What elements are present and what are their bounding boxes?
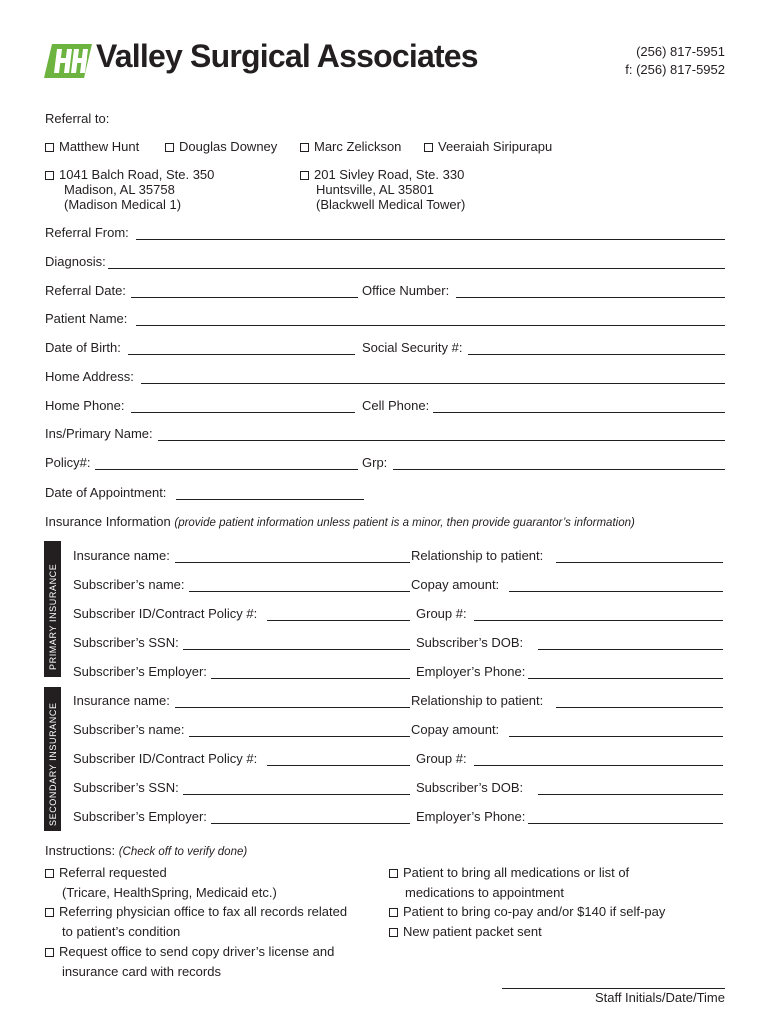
primary-employer-phone-field[interactable] [528, 678, 723, 679]
secondary-group-field[interactable] [474, 765, 723, 766]
primary-subscriber-name-label: Subscriber’s name: [73, 577, 185, 592]
ssn-field[interactable] [468, 354, 725, 355]
secondary-employer-phone-label: Employer’s Phone: [416, 809, 526, 824]
secondary-subscriber-employer-field[interactable] [211, 823, 410, 824]
doctor-option-siripurapu[interactable] [424, 139, 552, 154]
location-city: Madison, AL 35758 [64, 182, 175, 197]
checkbox[interactable] [389, 928, 398, 937]
cell-phone-field[interactable] [433, 412, 725, 413]
checkbox[interactable] [45, 171, 54, 180]
instruction-item-medications[interactable] [389, 863, 629, 903]
instruction-text: Referring physician office to fax all records related [59, 904, 348, 919]
office-number-label: Office Number: [362, 283, 450, 298]
date-of-birth-field[interactable] [128, 354, 355, 355]
location-address: 1041 Balch Road, Ste. 350 [59, 167, 215, 182]
home-address-label: Home Address: [45, 369, 134, 384]
secondary-subscriber-dob-field[interactable] [538, 794, 723, 795]
diagnosis-field[interactable] [108, 268, 725, 269]
primary-copay-field[interactable] [509, 591, 723, 592]
secondary-relationship-field[interactable] [556, 707, 723, 708]
instruction-text: insurance card with records [62, 964, 221, 979]
diagnosis-label: Diagnosis: [45, 254, 106, 269]
secondary-subscriber-name-label: Subscriber’s name: [73, 722, 185, 737]
staff-initials-field[interactable] [502, 988, 725, 989]
grp-field[interactable] [393, 469, 725, 470]
office-number-field[interactable] [456, 297, 725, 298]
instruction-text: Patient to bring all medications or list of [403, 865, 630, 880]
patient-name-label: Patient Name: [45, 311, 128, 326]
location-building: (Madison Medical 1) [64, 197, 182, 212]
doctor-label: Veeraiah Siripurapu [438, 139, 553, 154]
primary-copay-label: Copay amount: [411, 577, 500, 592]
staff-initials-label: Staff Initials/Date/Time [594, 990, 725, 1005]
primary-subscriber-name-field[interactable] [189, 591, 410, 592]
checkbox[interactable] [45, 143, 54, 152]
primary-subscriber-ssn-field[interactable] [183, 649, 410, 650]
fax-number: f: (256) 817-5952 [625, 62, 725, 77]
instruction-text: Referral requested [59, 865, 167, 880]
checkbox[interactable] [45, 948, 54, 957]
primary-subscriber-dob-label: Subscriber’s DOB: [416, 635, 524, 650]
grp-label: Grp: [362, 455, 388, 470]
patient-name-field[interactable] [136, 325, 725, 326]
secondary-group-label: Group #: [416, 751, 467, 766]
primary-subscriber-ssn-label: Subscriber’s SSN: [73, 635, 179, 650]
instruction-text: medications to appointment [405, 885, 564, 900]
insurance-note: (provide patient information unless patient is a minor, then provide guarantor’s information) [174, 517, 635, 529]
logo-icon [44, 44, 92, 78]
doctor-label: Marc Zelickson [314, 139, 402, 154]
doctor-option-hunt[interactable] [45, 139, 139, 154]
secondary-subscriber-name-field[interactable] [189, 736, 410, 737]
primary-insurance-name-field[interactable] [175, 562, 410, 563]
primary-subscriber-id-label: Subscriber ID/Contract Policy #: [73, 606, 258, 621]
instruction-text: (Tricare, HealthSpring, Medicaid etc.) [62, 885, 277, 900]
checkbox[interactable] [45, 908, 54, 917]
secondary-copay-label: Copay amount: [411, 722, 500, 737]
secondary-relationship-label: Relationship to patient: [411, 693, 544, 708]
checkbox[interactable] [300, 171, 309, 180]
primary-subscriber-dob-field[interactable] [538, 649, 723, 650]
instruction-item-referral[interactable] [45, 863, 277, 903]
instruction-text: to patient’s condition [62, 924, 181, 939]
date-of-appointment-field[interactable] [176, 499, 364, 500]
secondary-subscriber-ssn-field[interactable] [183, 794, 410, 795]
home-phone-field[interactable] [131, 412, 355, 413]
instruction-item-copay[interactable] [389, 902, 665, 922]
ins-primary-name-field[interactable] [158, 440, 725, 441]
location-option-huntsville[interactable] [300, 167, 465, 212]
primary-relationship-label: Relationship to patient: [411, 548, 544, 563]
primary-subscriber-employer-field[interactable] [211, 678, 410, 679]
insurance-heading [45, 514, 635, 529]
primary-relationship-field[interactable] [556, 562, 723, 563]
doctor-option-zelickson[interactable] [300, 139, 401, 154]
instruction-item-packet[interactable] [389, 922, 542, 942]
policy-label: Policy#: [45, 455, 91, 470]
instruction-item-fax-records[interactable] [45, 902, 347, 942]
home-phone-label: Home Phone: [45, 398, 125, 413]
referral-from-field[interactable] [136, 239, 725, 240]
location-address: 201 Sivley Road, Ste. 330 [314, 167, 465, 182]
primary-insurance-label: PRIMARY INSURANCE [48, 563, 58, 670]
secondary-insurance-label: SECONDARY INSURANCE [48, 702, 58, 826]
instructions-heading-text: Instructions: [45, 843, 116, 858]
checkbox[interactable] [424, 143, 433, 152]
secondary-subscriber-id-field[interactable] [267, 765, 410, 766]
doctor-label: Douglas Downey [179, 139, 278, 154]
instruction-text: New patient packet sent [403, 924, 542, 939]
secondary-employer-phone-field[interactable] [528, 823, 723, 824]
checkbox[interactable] [300, 143, 309, 152]
instruction-item-license[interactable] [45, 942, 334, 982]
referral-date-field[interactable] [131, 297, 358, 298]
logo-text: Valley Surgical Associates [96, 38, 478, 74]
referral-from-label: Referral From: [45, 225, 129, 240]
location-building: (Blackwell Medical Tower) [316, 197, 466, 212]
primary-employer-phone-label: Employer’s Phone: [416, 664, 526, 679]
doctor-label: Matthew Hunt [59, 139, 140, 154]
primary-group-field[interactable] [474, 620, 723, 621]
secondary-subscriber-dob-label: Subscriber’s DOB: [416, 780, 524, 795]
checkbox[interactable] [45, 869, 54, 878]
referral-to-label: Referral to: [45, 111, 110, 126]
home-address-field[interactable] [141, 383, 725, 384]
location-option-madison[interactable] [45, 167, 214, 212]
secondary-subscriber-id-label: Subscriber ID/Contract Policy #: [73, 751, 258, 766]
policy-field[interactable] [95, 469, 358, 470]
secondary-subscriber-ssn-label: Subscriber’s SSN: [73, 780, 179, 795]
instruction-text: Patient to bring co-pay and/or $140 if self-pay [403, 904, 666, 919]
cell-phone-label: Cell Phone: [362, 398, 430, 413]
ssn-label: Social Security #: [362, 340, 463, 355]
ins-primary-name-label: Ins/Primary Name: [45, 426, 153, 441]
primary-subscriber-employer-label: Subscriber’s Employer: [73, 664, 207, 679]
primary-insurance-name-label: Insurance name: [73, 548, 170, 563]
checkbox[interactable] [165, 143, 174, 152]
primary-subscriber-id-field[interactable] [267, 620, 410, 621]
primary-group-label: Group #: [416, 606, 467, 621]
instructions-note: (Check off to verify done) [118, 846, 248, 858]
instructions-heading [45, 843, 247, 858]
location-city: Huntsville, AL 35801 [316, 182, 435, 197]
secondary-insurance-name-label: Insurance name: [73, 693, 170, 708]
phone-number: (256) 817-5951 [636, 44, 725, 59]
referral-date-label: Referral Date: [45, 283, 126, 298]
checkbox[interactable] [389, 869, 398, 878]
insurance-heading-text: Insurance Information [45, 514, 171, 529]
secondary-subscriber-employer-label: Subscriber’s Employer: [73, 809, 207, 824]
instruction-text: Request office to send copy driver’s license and [59, 944, 335, 959]
secondary-copay-field[interactable] [509, 736, 723, 737]
date-of-birth-label: Date of Birth: [45, 340, 121, 355]
secondary-insurance-name-field[interactable] [175, 707, 410, 708]
doctor-option-downey[interactable] [165, 139, 277, 154]
date-of-appointment-label: Date of Appointment: [45, 485, 167, 500]
checkbox[interactable] [389, 908, 398, 917]
